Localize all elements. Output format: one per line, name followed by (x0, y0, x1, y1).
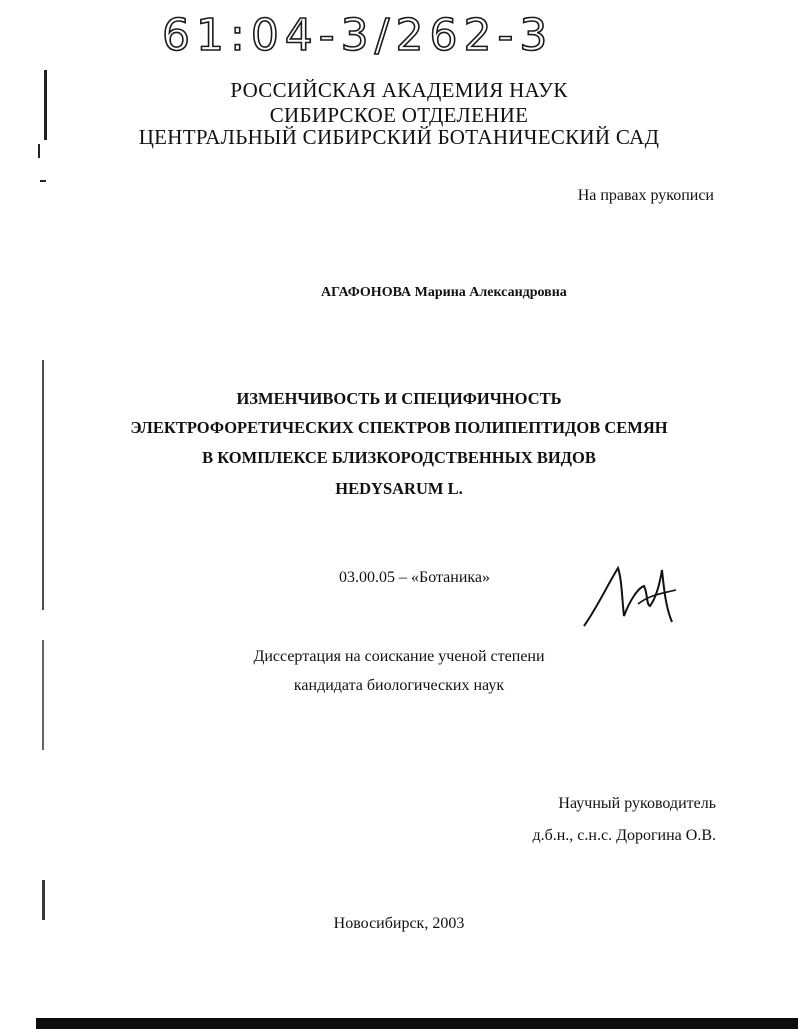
institution-line-1: РОССИЙСКАЯ АКАДЕМИЯ НАУК (230, 78, 568, 102)
place-year: Новосибирск, 2003 (333, 915, 465, 932)
signature-icon (578, 560, 678, 632)
specialty-code: 03.00.05 – «Ботаника» (339, 569, 491, 586)
author-name: АГАФОНОВА Марина Александровна (321, 285, 567, 300)
title-line-1: ИЗМЕНЧИВОСТЬ И СПЕЦИФИЧНОСТЬ (236, 389, 562, 408)
degree-line-1: Диссертация на соискание ученой степени (253, 648, 545, 665)
institution-line-3: ЦЕНТРАЛЬНЫЙ СИБИРСКИЙ БОТАНИЧЕСКИЙ САД (138, 125, 660, 149)
title-line-3: В КОМПЛЕКСЕ БЛИЗКОРОДСТВЕННЫХ ВИДОВ (202, 448, 596, 467)
scan-bottom-edge (36, 1018, 798, 1029)
handwritten-code (160, 0, 640, 62)
degree-line-2: кандидата биологических наук (293, 677, 505, 694)
scan-edge-mark (40, 180, 46, 182)
title-line-2: ЭЛЕКТРОФОРЕТИЧЕСКИХ СПЕКТРОВ ПОЛИПЕПТИДОВ СЕМЯН (130, 418, 668, 437)
institution-line-2: СИБИРСКОЕ ОТДЕЛЕНИЕ (269, 103, 529, 127)
handwritten-code-text: 61:04-3/262-3 (162, 10, 554, 61)
supervisor-name: д.б.н., с.н.с. Дорогина О.В. (532, 827, 716, 844)
scan-edge-mark (42, 880, 45, 920)
supervisor-label: Научный руководитель (558, 795, 716, 812)
title-line-4: HEDYSARUM L. (335, 479, 463, 498)
rights-note: На правах рукописи (577, 187, 714, 204)
